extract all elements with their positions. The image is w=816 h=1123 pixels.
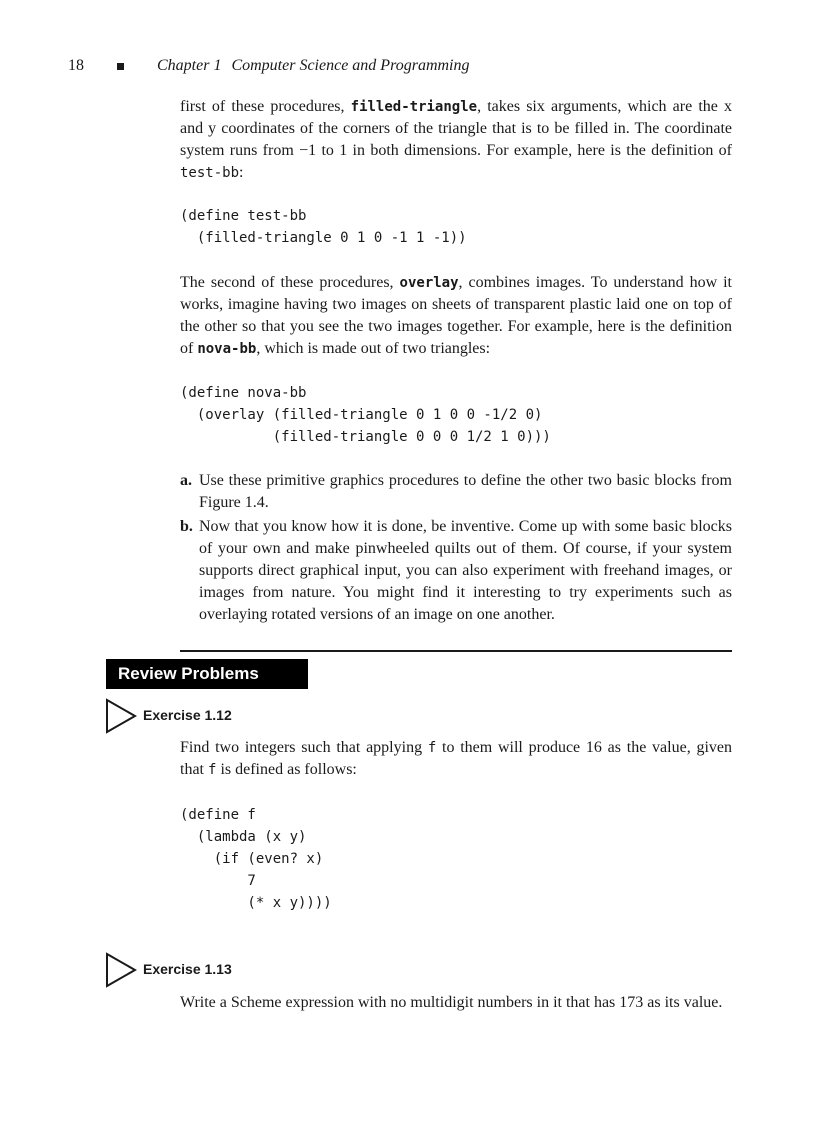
exercise-parts-list bbox=[180, 470, 732, 626]
exercise-triangle-icon bbox=[105, 952, 137, 988]
exercise-112-label: Exercise 1.12 bbox=[143, 707, 232, 723]
list-item-label: a. bbox=[180, 472, 192, 489]
chapter-label: Chapter 1 bbox=[157, 57, 222, 74]
list-item bbox=[180, 516, 732, 626]
page-number: 18 bbox=[68, 57, 84, 74]
intro-text-2: , takes six arguments, which are the x and y coordinates of the corners of the triangle that is to be filled in. The coordinate system runs from −1 to 1 in both dimensions. For example, here is the definition of bbox=[180, 98, 732, 159]
list-item-label: b. bbox=[180, 518, 193, 535]
code-block-nova-bb: (define nova-bb (overlay (filled-triangle 0 1 0 0 -1/2 0) (filled-triangle 0 0 0 1/2 1 0))) bbox=[180, 385, 551, 445]
code-block-define-f: (define f (lambda (x y) (if (even? x) 7 (* x y)))) bbox=[180, 807, 332, 911]
overlay-text-3: , which is made out of two triangles: bbox=[256, 340, 491, 357]
ex112-text-1: Find two integers such that applying bbox=[180, 739, 428, 756]
code-filled-triangle: filled-triangle bbox=[350, 99, 478, 115]
ex112-text-2: to them will produce 16 as the value, given that bbox=[180, 739, 732, 778]
running-head bbox=[0, 57, 816, 79]
list-item-text: Now that you know how it is done, be inventive. Come up with some basic blocks of your own and make pinwheeled quilts out of them. Of course, if your system supports direct graphical input, you can also experiment with freehand images, or images from nature. You might find it interesting to try experiments such as overlaying rotated versions of an image on one another. bbox=[199, 518, 732, 623]
intro-text-3: : bbox=[239, 164, 244, 181]
overlay-paragraph bbox=[180, 272, 732, 360]
code-block-test-bb: (define test-bb (filled-triangle 0 1 0 -1 1 -1)) bbox=[180, 208, 467, 246]
exercise-113-text bbox=[180, 992, 732, 1014]
overlay-text-2: , combines images. To understand how it works, imagine having two images on sheets of transparent plastic laid one on top of the other so that you see the two images together. For example, here is the definition of bbox=[180, 274, 732, 357]
square-bullet-icon bbox=[117, 63, 124, 70]
exercise-113-label: Exercise 1.13 bbox=[143, 961, 232, 977]
chapter-heading bbox=[157, 57, 470, 75]
section-divider bbox=[180, 650, 732, 652]
code-test-bb: test-bb bbox=[180, 165, 240, 181]
code-f: f bbox=[427, 740, 437, 756]
section-banner: Review Problems bbox=[106, 659, 308, 689]
ex112-text-3: is defined as follows: bbox=[216, 761, 357, 778]
ex113-text: Write a Scheme expression with no multidigit numbers in it that has 173 as its value. bbox=[180, 994, 723, 1011]
overlay-text-1: The second of these procedures, bbox=[180, 274, 400, 291]
exercise-112-text bbox=[180, 737, 732, 781]
code-f: f bbox=[208, 762, 217, 778]
intro-paragraph bbox=[180, 96, 732, 184]
code-nova-bb: nova-bb bbox=[197, 341, 257, 357]
exercise-triangle-icon bbox=[105, 698, 137, 734]
chapter-title: Computer Science and Programming bbox=[231, 57, 470, 74]
code-overlay: overlay bbox=[399, 275, 459, 291]
intro-text-1: first of these procedures, bbox=[180, 98, 351, 115]
list-item-text: Use these primitive graphics procedures to define the other two basic blocks from Figure 1.4. bbox=[199, 472, 732, 511]
list-item bbox=[180, 470, 732, 514]
